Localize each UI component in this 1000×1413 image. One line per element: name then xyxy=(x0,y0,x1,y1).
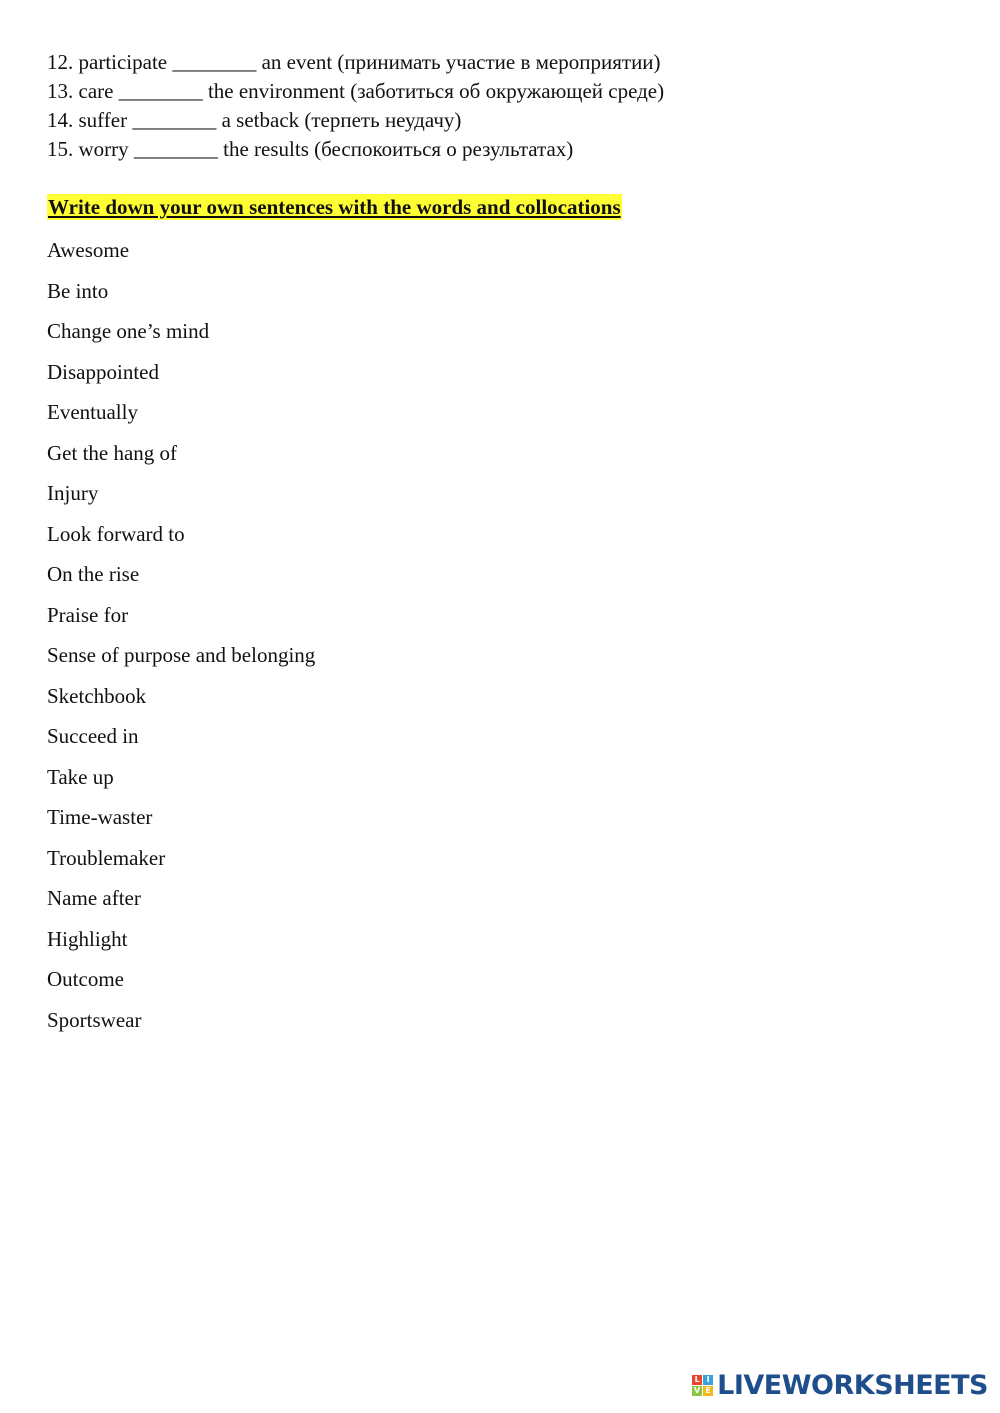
vocab-item: Troublemaker xyxy=(47,845,166,870)
exercise-item-14: 14. suffer ________ a setback (терпеть неудачу) xyxy=(47,108,462,132)
vocab-item: Sense of purpose and belonging xyxy=(47,643,316,667)
exercise-item-12: 12. participate ________ an event (принимать участие в мероприятии) xyxy=(47,50,661,74)
vocab-item: Name after xyxy=(47,886,141,910)
vocab-item: Succeed in xyxy=(47,724,139,748)
liveworksheets-wordmark: LIVEWORKSHEETS xyxy=(717,1370,988,1401)
logo-tile: L xyxy=(692,1375,702,1385)
vocab-item: Look forward to xyxy=(47,521,185,546)
exercise-list xyxy=(47,48,664,164)
liveworksheets-logo xyxy=(692,1370,988,1401)
vocab-item: Awesome xyxy=(47,238,130,262)
task-heading: Write down your own sentences with the words and collocations xyxy=(48,195,621,219)
vocab-item: Be into xyxy=(47,278,109,303)
logo-tile: V xyxy=(694,1386,701,1395)
vocab-item: Injury xyxy=(47,481,99,505)
exercise-item-13: 13. care ________ the environment (заботиться об окружающей среде) xyxy=(47,79,665,103)
vocab-item: Sportswear xyxy=(47,1007,142,1032)
vocab-item: Highlight xyxy=(47,926,128,951)
vocab-item: Disappointed xyxy=(47,359,159,384)
logo-tile: E xyxy=(703,1386,713,1396)
exercise-item-15: 15. worry ________ the results (беспокоиться о результатах) xyxy=(47,137,574,161)
vocab-item: Take up xyxy=(47,764,114,789)
vocab-item: Outcome xyxy=(47,967,124,991)
vocab-item: Eventually xyxy=(47,400,138,424)
vocab-item: Sketchbook xyxy=(47,683,147,708)
vocabulary-list xyxy=(47,235,315,1045)
vocab-item: Time-waster xyxy=(47,805,153,829)
logo-tile: I xyxy=(703,1375,713,1385)
vocab-item: On the rise xyxy=(47,562,140,586)
vocab-item: Praise for xyxy=(47,602,129,627)
vocab-item: Change one’s mind xyxy=(47,319,210,343)
vocab-item: Get the hang of xyxy=(47,440,178,465)
liveworksheets-logo-icon xyxy=(692,1375,713,1396)
